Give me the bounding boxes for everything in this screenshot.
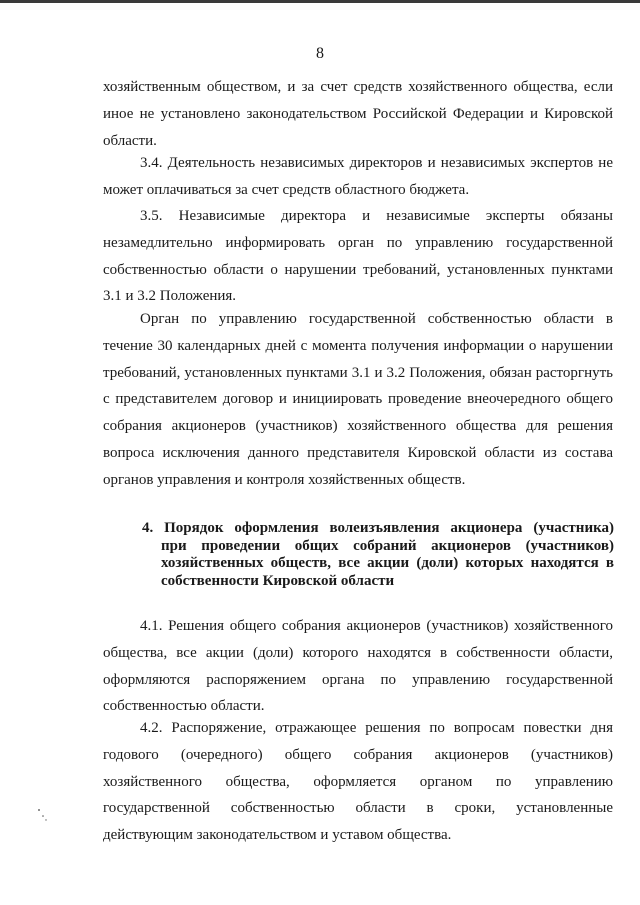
paragraph-text: Орган по управлению государственной собственностью области в течение 30 календарных дней с момента получения информации о нарушении требований, установленных пунктами 3.1 и 3.2 Положения, обязан расторгнуть с представителем договор и инициировать проведение внеочередного общего собрания акционеров (участников) хозяйственного общества для решения вопроса исключения данного представителя Кировской области из состава органов управления и контроля хозяйственных обществ.: [103, 311, 613, 488]
heading-line: собственности Кировской области: [161, 572, 395, 589]
heading-line: 4. Порядок оформления волеизъявления акционера (участника): [142, 520, 614, 536]
paragraph-text: хозяйственным обществом, и за счет средств хозяйственного общества, если иное не установлено законодательством Российской Федерации и Кировской области.: [103, 79, 613, 149]
paragraph-authority-obligation: [103, 306, 613, 494]
scan-specks: [36, 808, 48, 822]
paragraph-text: 3.4. Деятельность независимых директоров и независимых экспертов не может оплачиваться за счет средств областного бюджета.: [103, 155, 613, 198]
paragraph-3-4: [103, 150, 613, 204]
paragraph-text: 4.1. Решения общего собрания акционеров (участников) хозяйственного общества, все акции (доли) которого находятся в собственности области, оформляются распоряжением органа по управлению государственной собственностью области.: [103, 618, 613, 715]
paragraph-4-2: [103, 715, 613, 849]
paragraph-4-1: [103, 613, 613, 720]
paragraph-3-5: [103, 203, 613, 310]
heading-line: при проведении общих собраний акционеров (участников): [161, 537, 614, 554]
page-number: 8: [316, 45, 324, 62]
scan-edge-line: [0, 0, 640, 3]
section-4-heading: [142, 520, 614, 590]
paragraph-text: 4.2. Распоряжение, отражающее решения по вопросам повестки дня годового (очередного) общего собрания акционеров (участников) хозяйственного общества, оформляется органом по управлению государственной собственностью области в сроки, установленные действующим законодательством и уставом общества.: [103, 720, 613, 844]
paragraph-continuation: [103, 74, 613, 154]
paragraph-text: 3.5. Независимые директора и независимые эксперты обязаны незамедлительно информировать орган по управлению государственной собственностью области о нарушении требований, установленных пунктами 3.1 и 3.2 Положения.: [103, 208, 613, 305]
heading-line: хозяйственных обществ, все акции (доли) которых находятся в: [161, 555, 614, 572]
